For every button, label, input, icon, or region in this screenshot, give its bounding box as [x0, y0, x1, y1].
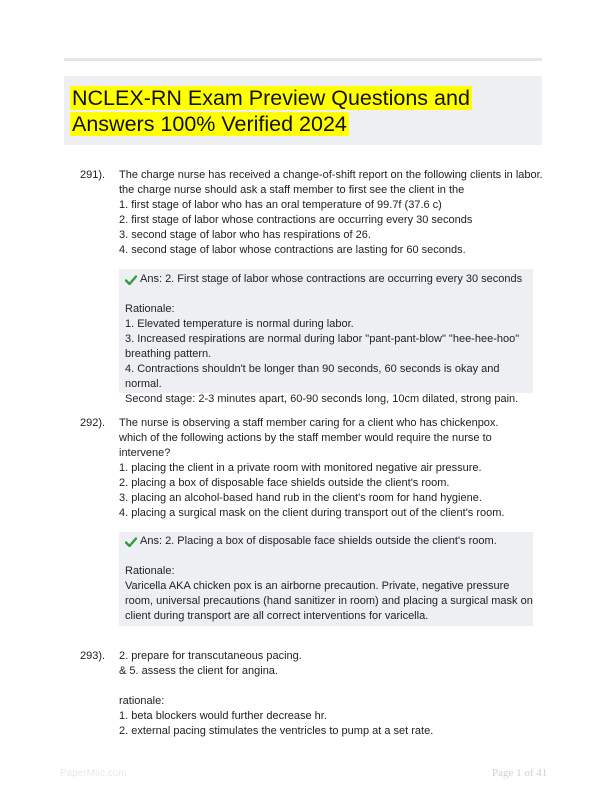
option-line: 3. second stage of labor who has respirations of 26.: [119, 229, 371, 241]
answer-text: Ans: 2. Placing a box of disposable face shields outside the client's room.: [140, 535, 497, 547]
question-text: [119, 649, 537, 739]
option-line: 2. placing a box of disposable face shields outside the client's room.: [119, 477, 450, 489]
question-text: [119, 416, 537, 521]
question-line: The charge nurse has received a change-of-shift report on the following clients in labor.: [119, 169, 543, 181]
rationale-line: 3. Increased respirations are normal during labor "pant-pant-blow" "hee-hee-hoo" breathing pattern.: [125, 333, 520, 360]
rationale-line: 2. external pacing stimulates the ventricles to pump at a set rate.: [119, 725, 434, 737]
page-title: NCLEX-RN Exam Preview Questions and Answers 100% Verified 2024: [72, 86, 470, 136]
rationale-line: Varicella AKA chicken pox is an airborne precaution. Private, negative pressure room, universal precautions (hand sanitizer in room) and placing a surgical mask on client during transport are all correct interventions for varicella.: [125, 580, 533, 622]
question-line: the charge nurse should ask a staff member to first see the client in the: [119, 184, 465, 196]
header-divider: [64, 58, 542, 61]
answer-box: [119, 269, 533, 405]
answer-box: [119, 532, 533, 626]
rationale-label: Rationale:: [125, 303, 175, 315]
check-icon: [125, 275, 137, 285]
option-line: 3. placing an alcohol-based hand rub in the client's room for hand hygiene.: [119, 492, 482, 504]
question-line: which of the following actions by the staff member would require the nurse to intervene?: [119, 432, 492, 459]
option-line: 4. second stage of labor whose contractions are lasting for 60 seconds.: [119, 244, 466, 256]
option-line: 4. placing a surgical mask on the client during transport out of the client's room.: [119, 507, 505, 519]
question-number: 293).: [80, 650, 106, 662]
option-line: 2. first stage of labor whose contractions are occurring every 30 seconds: [119, 214, 473, 226]
rationale-line: 1. beta blockers would further decrease hr.: [119, 710, 327, 722]
answer-text: Ans: 2. First stage of labor whose contractions are occurring every 30 seconds: [140, 273, 523, 285]
rationale-line: Second stage: 2-3 minutes apart, 60-90 seconds long, 10cm dilated, strong pain.: [125, 393, 519, 405]
check-icon: [125, 537, 137, 547]
page-number: Page 1 of 41: [492, 767, 548, 779]
rationale-label: rationale:: [119, 695, 165, 707]
option-line: 1. first stage of labor who has an oral temperature of 99.7f (37.6 c): [119, 199, 442, 211]
question-number: 292).: [80, 417, 106, 429]
option-line: 1. placing the client in a private room with monitored negative air pressure.: [119, 462, 482, 474]
footer-watermark: PaperMtic.com: [60, 768, 127, 779]
option-line: & 5. assess the client for angina.: [119, 665, 278, 677]
option-line: 2. prepare for transcutaneous pacing.: [119, 650, 302, 662]
question-text: [119, 168, 543, 258]
question-line: The nurse is observing a staff member caring for a client who has chickenpox.: [119, 417, 499, 429]
rationale-line: 4. Contractions shouldn't be longer than 90 seconds, 60 seconds is okay and normal.: [125, 363, 500, 390]
rationale-line: 1. Elevated temperature is normal during labor.: [125, 318, 354, 330]
question-number: 291).: [80, 169, 106, 181]
rationale-label: Rationale:: [125, 565, 175, 577]
